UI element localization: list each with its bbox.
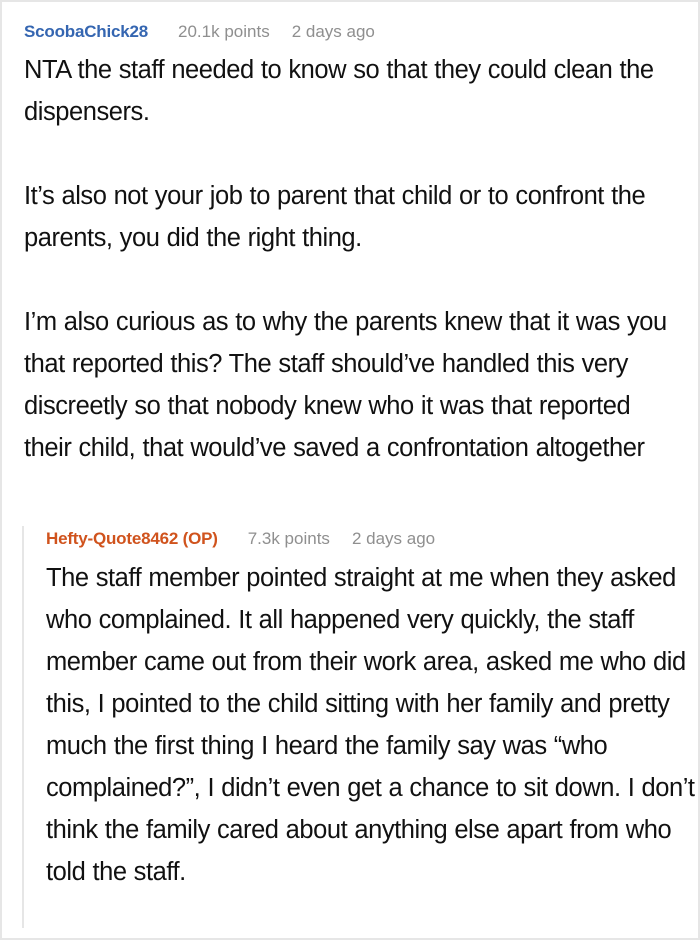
reply-comment — [22, 526, 694, 928]
comment-meta — [24, 21, 375, 43]
comment-author-link[interactable]: ScoobaChick28 — [24, 22, 149, 41]
reply-points: 7.3k points — [247, 529, 330, 548]
reply-timestamp: 2 days ago — [351, 529, 436, 548]
comment-body — [24, 49, 684, 469]
reply-meta — [46, 528, 435, 550]
comment-timestamp: 2 days ago — [291, 22, 375, 41]
comment-paragraph: NTA the staff needed to know so that they could clean the dispensers. — [24, 56, 654, 126]
comment-paragraph: It’s also not your job to parent that child or to confront the parents, you did the right thing. — [24, 182, 646, 252]
comment-paragraph: I’m also curious as to why the parents knew that it was you that reported this? The staff should’ve handled this very discreetly so that nobody knew who it was that reported their child, that would’ve saved a confrontation altogether — [24, 308, 667, 462]
reply-body — [46, 557, 696, 893]
reply-author-link[interactable]: Hefty-Quote8462 (OP) — [46, 529, 218, 548]
comment-points: 20.1k points — [178, 22, 270, 41]
reply-paragraph: The staff member pointed straight at me when they asked who complained. It all happened very quickly, the staff member came out from their work area, asked me who did this, I pointed to the child sitting with her family and pretty much the first thing I heard the family say was “who complained?”, I didn’t even get a chance to sit down. I don’t think the family cared about anything else apart from who told the staff. — [46, 564, 695, 886]
